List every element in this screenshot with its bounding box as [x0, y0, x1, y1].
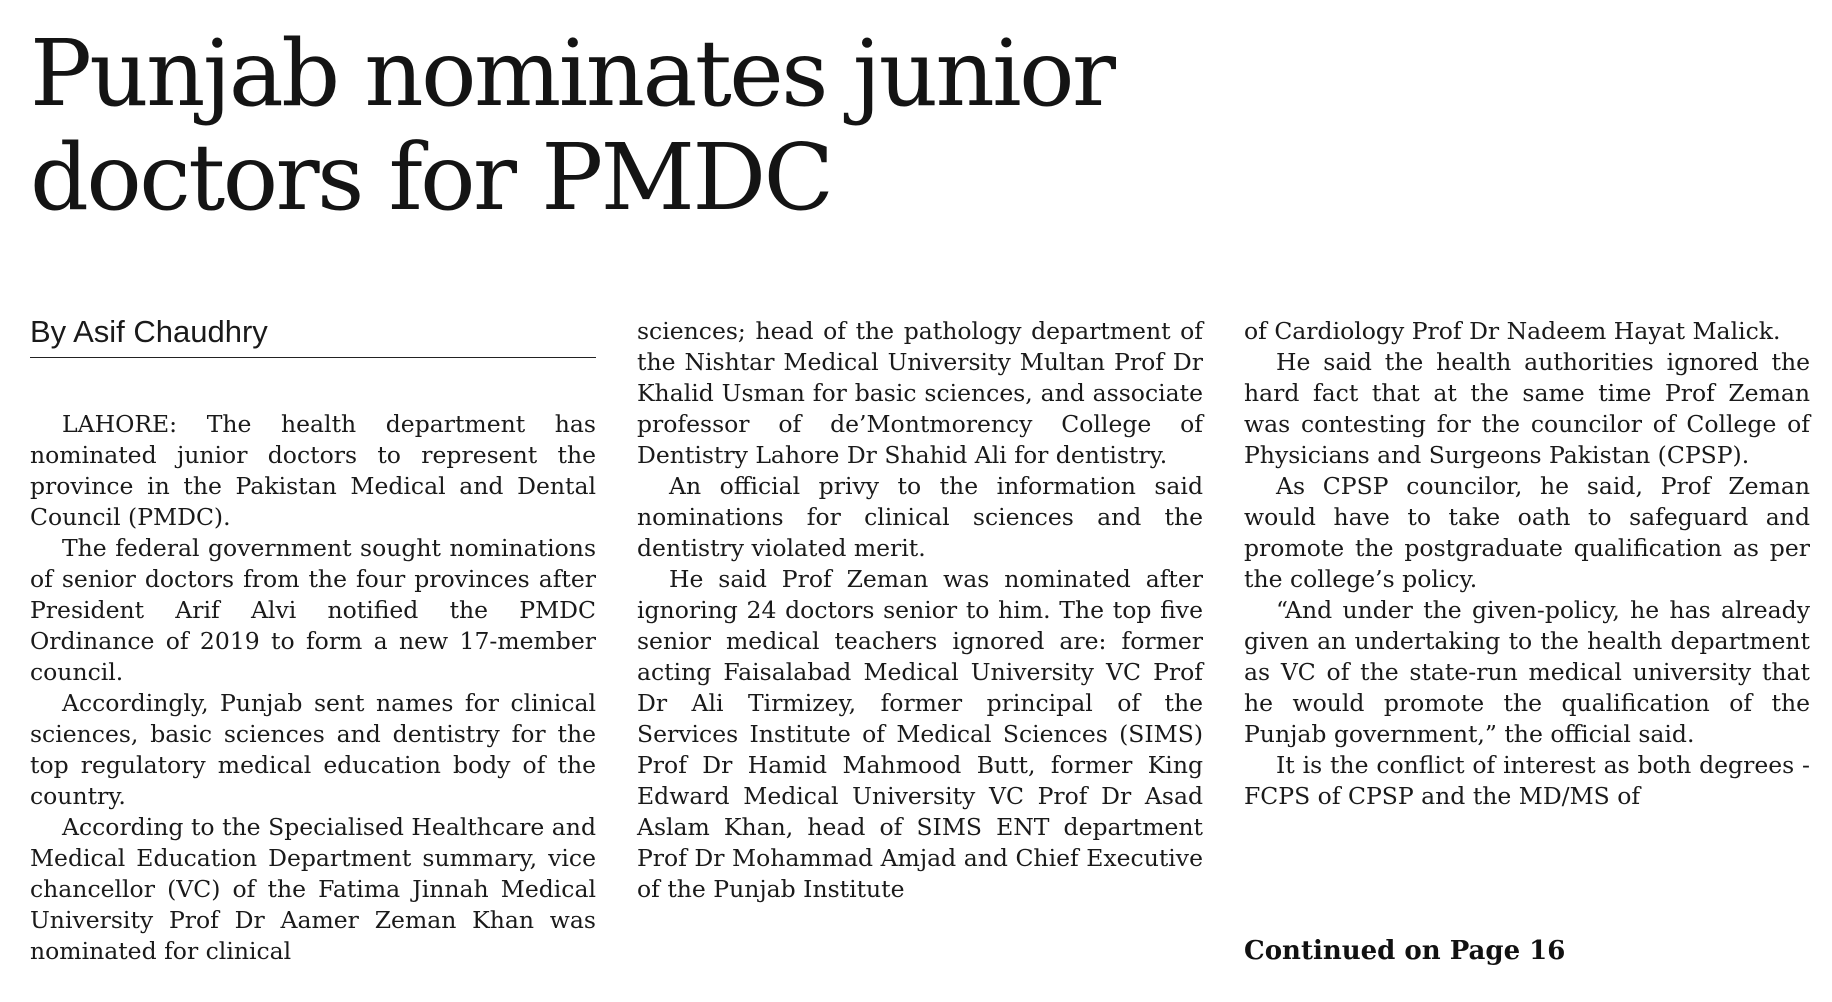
paragraph: He said the health authorities ignored the hard fact that at the same time Prof Zeman was contesting for the councilor of College of Physicians and Surgeons Pakistan (CPSP). — [1244, 348, 1810, 469]
paragraph: The federal government sought nominations of senior doctors from the four provinces after President Arif Alvi notified the PMDC Ordinance of 2019 to form a new 17-member council. — [30, 534, 596, 686]
paragraph: He said Prof Zeman was nominated after ignoring 24 doctors senior to him. The top five senior medical teachers ignored are: former acting Faisalabad Medical University VC Prof Dr Ali Tirmizey, former principal of the Services Institute of Medical Sciences (SIMS) Prof Dr Hamid Mahmood Butt, former King Edward Medical University VC Prof Dr Asad Aslam Khan, head of SIMS ENT department Prof Dr Mohammad Amjad and Chief Executive of the Punjab Institute — [637, 565, 1203, 903]
continued-notice: Continued on Page 16 — [1244, 936, 1566, 966]
paragraph: As CPSP councilor, he said, Prof Zeman would have to take oath to safeguard and promote the postgraduate qualification as per the college’s policy. — [1244, 472, 1810, 593]
paragraph: According to the Specialised Healthcare and Medical Education Department summary, vice chancellor (VC) of the Fatima Jinnah Medical University Prof Dr Aamer Zeman Khan was nominated for clinical — [30, 813, 596, 965]
article-column-2 — [637, 316, 1203, 905]
byline: By Asif Chaudhry — [30, 314, 268, 349]
paragraph: An official privy to the information said nominations for clinical sciences and the dentistry violated merit. — [637, 472, 1203, 562]
paragraph: Accordingly, Punjab sent names for clinical sciences, basic sciences and dentistry for the top regulatory medical education body of the country. — [30, 689, 596, 810]
headline: Punjab nominates junior doctors for PMDC — [30, 20, 1114, 231]
paragraph-continuation: of Cardiology Prof Dr Nadeem Hayat Malick. — [1244, 317, 1781, 345]
paragraph: “And under the given-policy, he has already given an undertaking to the health department as VC of the state-run medical university that he would promote the qualification of the Punjab government,” the official said. — [1244, 596, 1810, 748]
paragraph: It is the conflict of interest as both degrees - FCPS of CPSP and the MD/MS of — [1244, 751, 1810, 810]
article-column-1 — [30, 409, 596, 967]
article-column-3 — [1244, 316, 1810, 812]
paragraph-continuation: sciences; head of the pathology department of the Nishtar Medical University Multan Prof Dr Khalid Usman for basic sciences, and associate professor of de’Montmorency College of Dentistry Lahore Dr Shahid Ali for dentistry. — [637, 317, 1203, 469]
byline-divider — [30, 357, 596, 358]
paragraph: LAHORE: The health department has nominated junior doctors to represent the province in the Pakistan Medical and Dental Council (PMDC). — [30, 410, 596, 531]
